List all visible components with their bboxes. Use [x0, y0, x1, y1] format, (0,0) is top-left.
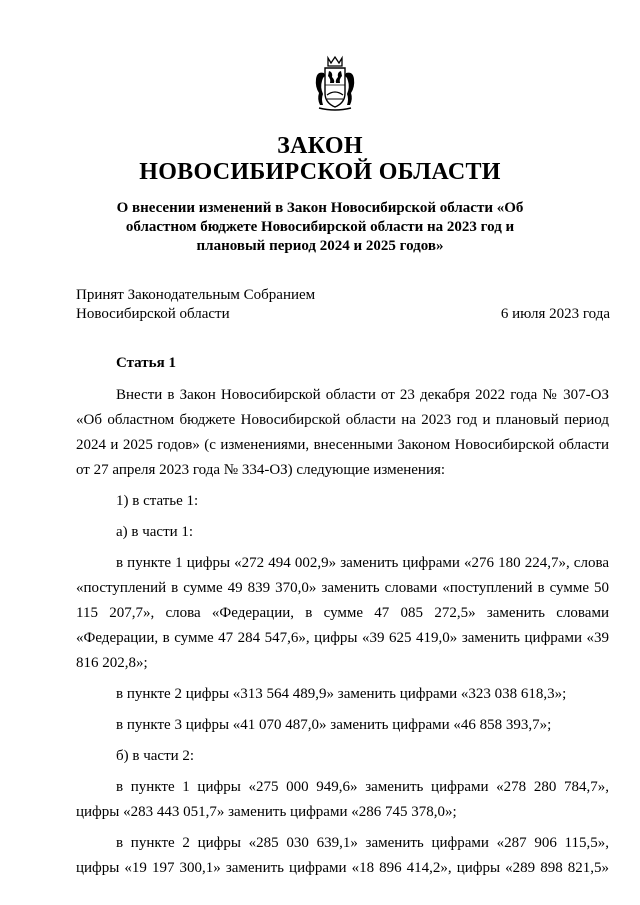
- paragraph: в пункте 3 цифры «41 070 487,0» заменить цифрами «46 858 393,7»;: [116, 717, 552, 733]
- document-title-line1: ЗАКОН: [277, 133, 363, 159]
- paragraph: Внести в Закон Новосибирской области от 23 декабря 2022 года № 307-ОЗ «Об областном бюджете Новосибирской области на 2023 год и плановый период 2024 и 2025 годов» (с изменениями, внесенными Законом Новосибирской области от 27 апреля 2023 года № 334-ОЗ) следующие изменения:: [76, 387, 609, 478]
- adoption-date: 6 июля 2023 года: [500, 306, 610, 322]
- paragraph: 1) в статье 1:: [116, 493, 199, 509]
- paragraph: б) в части 2:: [116, 748, 195, 764]
- document-subtitle: О внесении изменений в Закон Новосибирской области «Об областном бюджете Новосибирской области на 2023 год и плановый период 2024 и 2025 годов»: [116, 200, 524, 254]
- paragraph: в пункте 2 цифры «313 564 489,9» заменить цифрами «323 038 618,3»;: [116, 686, 567, 702]
- document-title-line2: НОВОСИБИРСКОЙ ОБЛАСТИ: [139, 159, 501, 185]
- adoption-line1: Принят Законодательным Собранием: [76, 287, 316, 303]
- adoption-line2: Новосибирской области: [76, 306, 230, 322]
- adoption-info: [76, 286, 315, 324]
- paragraph: в пункте 1 цифры «272 494 002,9» заменить цифрами «276 180 224,7», слова «поступлений в сумме 49 839 370,0» заменить словами «поступлений в сумме 50 115 207,7», слова «Федерации, в сумме 47 085 272,5» заменить словами «Федерации, в сумме 47 284 547,6», цифры «39 625 419,0» заменить цифрами «39 816 202,8»;: [76, 555, 609, 671]
- paragraph: в пункте 1 цифры «275 000 949,6» заменить цифрами «278 280 784,7», цифры «283 443 051,7» заменить цифрами «286 745 378,0»;: [76, 779, 609, 820]
- paragraph: в пункте 2 цифры «285 030 639,1» заменить цифрами «287 906 115,5», цифры «19 197 300,1» заменить цифрами «18 896 414,2», цифры «289 898 821,5»: [76, 835, 609, 876]
- novosibirsk-coat-of-arms-icon: [313, 55, 357, 113]
- document-body: [76, 353, 609, 887]
- article-heading: Статья 1: [116, 355, 176, 371]
- paragraph: а) в части 1:: [116, 524, 194, 540]
